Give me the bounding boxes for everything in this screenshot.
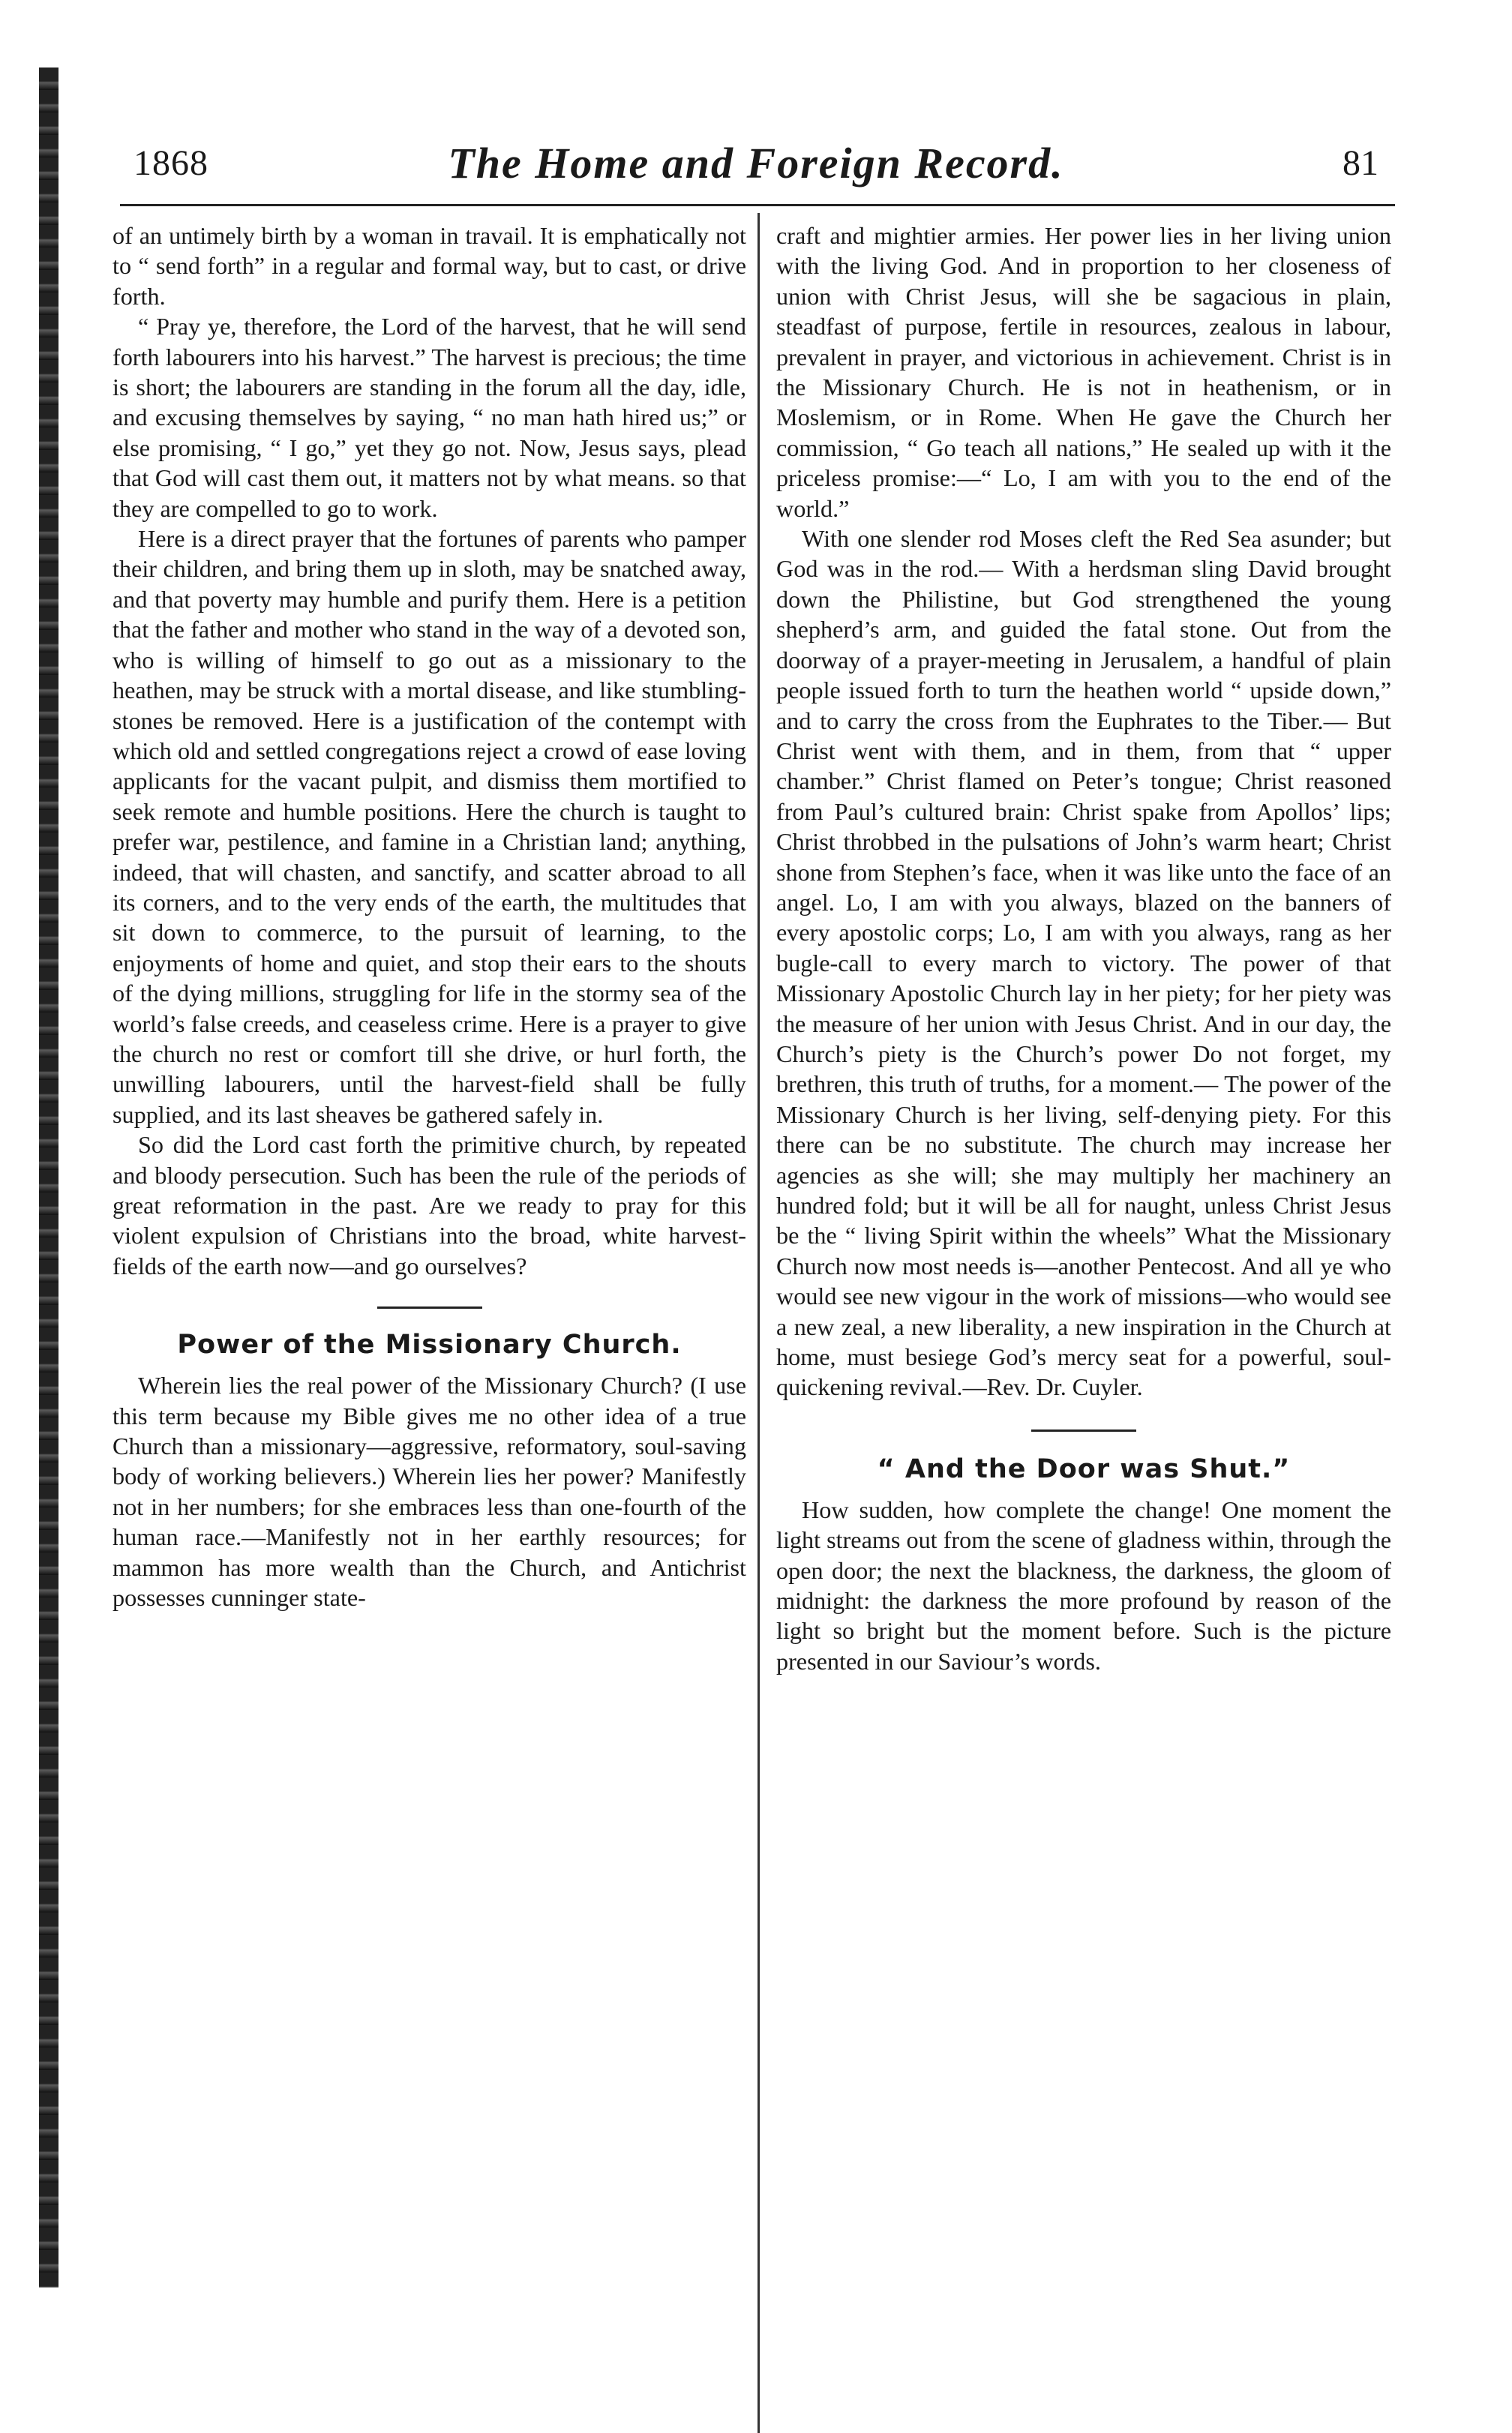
column-divider [758,213,760,2433]
section-rule [377,1306,482,1309]
left-paragraph-4: So did the Lord cast forth the primitive church, by repeated and bloody persecution. Such has been the rule of the periods of great reformation in the past. Are we ready to pray for this violent expulsion of Christians into the broad, white harvest-fields of the earth now—and go ourselves? [112,1131,746,1280]
page-binding-edge [39,68,58,2288]
header-year: 1868 [134,143,208,183]
right-paragraph-2: With one slender rod Moses cleft the Red Sea asunder; but God was in the rod.— With a herdsman sling David brought down the Philistine, but God strengthened the young shepherd’s arm, and guided the fatal stone. Out from the doorway of a prayer-meeting in Jerusalem, a handful of plain people issued forth to turn the heathen world “ upside down,” and to carry the cross from the Euphrates to the Tiber.— But Christ went with them, and in them, from that “ upper chamber.” Christ flamed on Peter’s tongue; Christ reasoned from Paul’s cultured brain: Christ spake from Apollos’ lips; Christ throbbed in the pulsations of John’s warm heart; Christ shone from Stephen’s face, when it was like unto the face of an angel. Lo, I am with you always, blazed on the banners of every apostolic corps; Lo, I am with you always, rang as her bugle-call to every march to victory. The power of that Missionary Apostolic Church lay in her piety; for her piety was the measure of her union with Jesus Christ. And in our day, the Church’s piety is the Church’s power Do not forget, my brethren, this truth of truths, for a moment.— The power of the Missionary Church is her living, self-denying piety. For this there can be no substitute. The church may increase her agencies as she will; she may multiply her machinery an hundred fold; but it will be all for naught, unless Christ Jesus be the “ living Spirit within the wheels” What the Missionary Church now most needs is—another Pentecost. And all ye who would see new vigour in the work of missions—who would see a new zeal, a new liberality, a new inspiration in the Church at home, must besiege God’s mercy seat for a powerful, soul-quickening revival.—Rev. Dr. Cuyler. [776,525,1391,1401]
section-heading-door: “ And the Door was Shut.” [877,1454,1291,1484]
right-paragraph-3: How sudden, how complete the change! One moment the light streams out from the scene of gladness within, through the open door; the next the blackness, the darkness, the gloom of midnight: the darkness the more profound by reason of the light so bright but the moment before. Such is the picture presented in our Saviour’s words. [776,1496,1391,1675]
left-paragraph-5: Wherein lies the real power of the Missionary Church? (I use this term because my Bible gives me no other idea of a true Church than a missionary—aggressive, reformatory, soul-saving body of working believers.) Wherein lies her power? Manifestly not in her numbers; for she embraces less than one-fourth of the human race.—Manifestly not in her earthly resources; for mammon has more wealth than the Church, and Antichrist possesses cunninger state- [112,1372,746,1612]
right-paragraph-1: craft and mightier armies. Her power lies in her living union with the living God. And in proportion to her closeness of union with Christ Jesus, will she be sagacious in plain, steadfast of purpose, fertile in resources, zealous in labour, prevalent in prayer, and victorious in achievement. Christ is in the Missionary Church. He is not in heathenism, or in Moslemism, or in Rome. When He gave the Church her commission, “ Go teach all nations,” He sealed up with it the priceless promise:—“ Lo, I am with you to the end of the world.” [776,222,1391,522]
header-rule [120,204,1395,206]
section-heading-power: Power of the Missionary Church. [177,1330,682,1360]
left-paragraph-2: “ Pray ye, therefore, the Lord of the harvest, that he will send forth labourers into his harvest.” The harvest is precious; the time is short; the labourers are standing in the forum all the day, idle, and excusing themselves by saying, “ no man hath hired us;” or else promising, “ I go,” yet they go not. Now, Jesus says, plead that God will cast them out, it matters not by what means. so that they are compelled to go to work. [112,313,746,522]
left-paragraph-3: Here is a direct prayer that the fortunes of parents who pamper their children, and bring them up in sloth, may be snatched away, and that poverty may humble and purify them. Here is a petition that the father and mother who stand in the way of a devoted son, who is willing of himself to go out as a missionary to the heathen, may be struck with a mortal disease, and like stumbling-stones be removed. Here is a justification of the contempt with which old and settled congregations reject a crowd of ease loving applicants for the vacant pulpit, and dismiss them mortified to seek remote and humble positions. Here the church is taught to prefer war, pestilence, and famine in a Christian land; anything, indeed, that will chasten, and sanctify, and scatter abroad to all its corners, and to the very ends of the earth, the multitudes that sit down to commerce, to the pursuit of learning, to the enjoyments of home and quiet, and stop their ears to the shouts of the dying millions, struggling for life in the stormy sea of the world’s false creeds, and ceaseless crime. Here is a prayer to give the church no rest or comfort till she drive, or hurl forth, the unwilling labourers, until the harvest-field shall be fully supplied, and its last sheaves be gathered safely in. [112,525,746,1128]
journal-title: The Home and Foreign Record. [448,139,1064,188]
right-column [776,220,1391,1676]
section-rule-right [1031,1430,1136,1432]
running-header [134,135,1378,202]
left-column [112,220,746,1612]
page-number: 81 [1342,143,1378,183]
left-paragraph-1: of an untimely birth by a woman in travail. It is emphatically not to “ send forth” in a regular and formal way, but to cast, or drive forth. [112,222,746,310]
